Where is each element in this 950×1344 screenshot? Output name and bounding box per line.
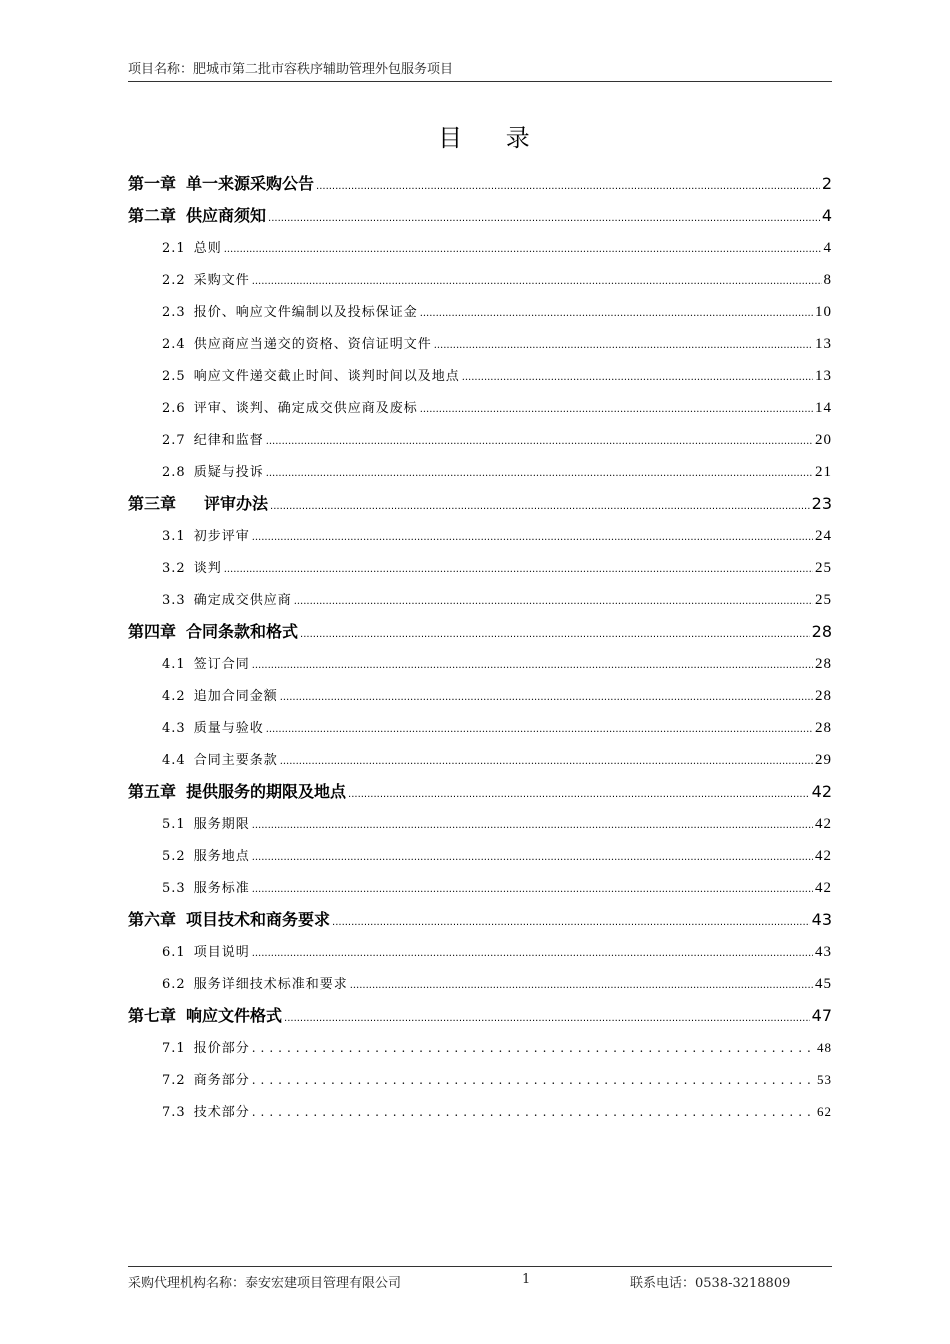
toc-entry-page: 25	[815, 560, 832, 576]
toc-entry-page: 10	[815, 304, 832, 320]
toc-entry-number: 2.4	[162, 337, 186, 352]
toc-entry-number: 3.2	[162, 561, 186, 576]
toc-entry-number: 3.3	[162, 593, 186, 608]
toc-entry-number: 2.3	[162, 305, 186, 320]
toc-entry-page: 29	[815, 752, 832, 768]
toc-leader-dots	[284, 1003, 810, 1035]
toc-section-entry[interactable]	[128, 680, 832, 712]
toc-entry-label: 供应商应当递交的资格、资信证明文件	[193, 337, 432, 352]
toc-entry-label: 总则	[193, 241, 222, 256]
toc-entry-page: 8	[823, 272, 832, 288]
toc-entry-number: 第五章	[128, 782, 177, 801]
toc-leader-dots	[300, 619, 810, 651]
toc-entry-heading	[162, 937, 250, 969]
toc-entry-heading	[128, 200, 266, 232]
toc-section-entry[interactable]	[128, 424, 832, 456]
toc-leader-dots	[266, 458, 813, 490]
toc-entry-page: 25	[815, 592, 832, 608]
toc-entry-page: 23	[811, 494, 832, 513]
toc-leader-dots	[434, 330, 813, 362]
toc-section-entry[interactable]	[128, 1096, 832, 1128]
toc-entry-heading	[162, 521, 250, 553]
toc-entry-page: 43	[811, 910, 832, 929]
toc-section-entry[interactable]	[128, 296, 832, 328]
toc-entry-heading	[162, 233, 222, 265]
toc-entry-page: 43	[815, 944, 832, 960]
toc-entry-page: 4	[823, 240, 832, 256]
toc-entry-heading	[162, 745, 278, 777]
toc-section-entry[interactable]	[128, 392, 832, 424]
toc-section-entry[interactable]	[128, 936, 832, 968]
toc-entry-page: 28	[811, 622, 832, 641]
toc-section-entry[interactable]	[128, 1032, 832, 1064]
toc-entry-heading	[128, 1000, 282, 1032]
toc-entry-heading	[162, 1033, 250, 1065]
toc-entry-number: 2.8	[162, 465, 186, 480]
toc-entry-label: 提供服务的期限及地点	[186, 782, 347, 801]
toc-section-entry[interactable]	[128, 584, 832, 616]
toc-entry-page: 28	[815, 656, 832, 672]
toc-entry-heading	[162, 841, 250, 873]
toc-entry-number: 7.2	[162, 1073, 186, 1088]
toc-entry-heading	[162, 969, 348, 1001]
toc-entry-heading	[162, 809, 250, 841]
toc-entry-label: 质疑与投诉	[193, 465, 264, 480]
toc-entry-heading	[162, 649, 250, 681]
toc-entry-heading	[128, 904, 330, 936]
toc-chapter-entry[interactable]	[128, 200, 832, 232]
toc-leader-dots	[252, 842, 813, 874]
toc-entry-label: 报价、响应文件编制以及投标保证金	[193, 305, 418, 320]
toc-entry-number: 第一章	[128, 174, 177, 193]
toc-entry-label: 采购文件	[193, 273, 250, 288]
toc-entry-heading	[162, 457, 264, 489]
toc-entry-number: 2.6	[162, 401, 186, 416]
toc-entry-number: 6.1	[162, 945, 186, 960]
toc-entry-page: 20	[815, 432, 832, 448]
toc-leader-dots	[252, 810, 813, 842]
toc-section-entry[interactable]	[128, 264, 832, 296]
toc-entry-heading	[162, 713, 264, 745]
toc-entry-heading	[128, 488, 268, 520]
toc-entry-heading	[128, 776, 346, 808]
toc-chapter-entry[interactable]	[128, 168, 832, 200]
toc-entry-number: 4.3	[162, 721, 186, 736]
toc-entry-heading	[162, 681, 278, 713]
toc-leader-dots	[270, 491, 810, 523]
toc-entry-heading	[162, 553, 222, 585]
toc-leader-dots	[268, 203, 820, 235]
toc-entry-label: 服务期限	[193, 817, 250, 832]
toc-entry-number: 6.2	[162, 977, 186, 992]
toc-entry-page: 53	[817, 1072, 832, 1087]
toc-entry-label: 服务详细技术标准和要求	[193, 977, 348, 992]
toc-entry-heading	[162, 265, 250, 297]
toc-leader-dots	[252, 650, 813, 682]
toc-entry-number: 4.4	[162, 753, 186, 768]
toc-entry-page: 42	[815, 816, 832, 832]
toc-leader-dots	[420, 298, 813, 330]
toc-entry-label: 项目说明	[193, 945, 250, 960]
toc-section-entry[interactable]	[128, 360, 832, 392]
toc-entry-label: 商务部分	[193, 1073, 250, 1088]
toc-entry-heading	[128, 168, 314, 200]
toc-entry-label: 服务地点	[193, 849, 250, 864]
toc-leader-dots	[316, 171, 820, 203]
toc-entry-label: 技术部分	[193, 1105, 250, 1120]
toc-entry-number: 4.2	[162, 689, 186, 704]
toc-entry-page: 42	[811, 782, 832, 801]
toc-section-entry[interactable]	[128, 744, 832, 776]
toc-entry-heading	[128, 616, 298, 648]
toc-entry-page: 48	[817, 1040, 832, 1055]
toc-entry-label: 项目技术和商务要求	[186, 910, 331, 929]
toc-entry-heading	[162, 425, 264, 457]
toc-entry-label: 报价部分	[193, 1041, 250, 1056]
toc-chapter-entry[interactable]	[128, 1000, 832, 1032]
toc-leader-dots	[348, 779, 810, 811]
toc-leader-dots	[350, 970, 813, 1002]
toc-leader-dots	[252, 266, 822, 298]
toc-entry-page: 24	[815, 528, 832, 544]
toc-leader-dots	[252, 522, 813, 554]
toc-entry-label: 响应文件递交截止时间、谈判时间以及地点	[193, 369, 460, 384]
toc-entry-page: 2	[821, 174, 832, 193]
table-of-contents	[128, 168, 832, 1128]
toc-entry-page: 28	[815, 688, 832, 704]
toc-entry-number: 3.1	[162, 529, 186, 544]
toc-entry-page: 62	[817, 1104, 832, 1119]
toc-chapter-entry[interactable]	[128, 904, 832, 936]
toc-entry-heading	[162, 329, 432, 361]
toc-entry-number: 7.1	[162, 1041, 186, 1056]
toc-entry-heading	[162, 1097, 250, 1129]
toc-entry-label: 评审、谈判、确定成交供应商及废标	[193, 401, 418, 416]
toc-entry-number: 第二章	[128, 206, 177, 225]
toc-entry-label: 供应商须知	[186, 206, 267, 225]
toc-entry-page: 42	[815, 848, 832, 864]
project-name: 项目名称：肥城市第二批市容秩序辅助管理外包服务项目	[128, 62, 454, 77]
toc-leader-dots	[252, 874, 813, 906]
toc-entry-label: 合同主要条款	[193, 753, 278, 768]
toc-leader-dots	[280, 746, 813, 778]
toc-entry-page: 13	[815, 368, 832, 384]
toc-entry-number: 2.7	[162, 433, 186, 448]
toc-leader-dots	[224, 234, 822, 266]
toc-section-entry[interactable]	[128, 232, 832, 264]
toc-entry-label: 单一来源采购公告	[186, 174, 315, 193]
toc-entry-page: 42	[815, 880, 832, 896]
toc-entry-heading	[162, 873, 250, 905]
toc-entry-page: 14	[815, 400, 832, 416]
page-footer	[128, 1266, 832, 1292]
toc-entry-label: 追加合同金额	[193, 689, 278, 704]
contact-phone: 联系电话：0538-3218809	[630, 1276, 791, 1291]
toc-entry-number: 2.5	[162, 369, 186, 384]
toc-section-entry[interactable]	[128, 712, 832, 744]
toc-leader-dots	[252, 1032, 815, 1064]
toc-entry-number: 4.1	[162, 657, 186, 672]
toc-chapter-entry[interactable]	[128, 488, 832, 520]
toc-entry-page: 28	[815, 720, 832, 736]
page-number: 1	[522, 1272, 531, 1287]
toc-title: 目 录	[438, 124, 548, 152]
toc-entry-label: 初步评审	[193, 529, 250, 544]
toc-section-entry[interactable]	[128, 808, 832, 840]
toc-entry-label: 签订合同	[193, 657, 250, 672]
page-header	[128, 58, 832, 82]
toc-leader-dots	[252, 1096, 815, 1128]
toc-entry-heading	[162, 297, 418, 329]
toc-entry-number: 5.3	[162, 881, 186, 896]
toc-entry-number: 第四章	[128, 622, 177, 641]
toc-leader-dots	[252, 1064, 815, 1096]
toc-entry-number: 2.1	[162, 241, 186, 256]
toc-leader-dots	[294, 586, 813, 618]
toc-entry-label: 响应文件格式	[186, 1006, 283, 1025]
toc-section-entry[interactable]	[128, 552, 832, 584]
toc-entry-label: 纪律和监督	[193, 433, 264, 448]
toc-entry-label: 谈判	[193, 561, 222, 576]
toc-entry-label: 评审办法	[204, 494, 269, 513]
toc-entry-heading	[162, 393, 418, 425]
toc-chapter-entry[interactable]	[128, 776, 832, 808]
toc-leader-dots	[224, 554, 813, 586]
toc-entry-number: 2.2	[162, 273, 186, 288]
toc-leader-dots	[420, 394, 813, 426]
toc-entry-number: 7.3	[162, 1105, 186, 1120]
agency-name: 采购代理机构名称：泰安宏建项目管理有限公司	[128, 1276, 402, 1291]
toc-entry-heading	[162, 361, 460, 393]
toc-section-entry[interactable]	[128, 520, 832, 552]
toc-entry-number: 第七章	[128, 1006, 177, 1025]
toc-leader-dots	[266, 426, 813, 458]
toc-leader-dots	[332, 907, 810, 939]
toc-section-entry[interactable]	[128, 872, 832, 904]
toc-entry-number: 5.2	[162, 849, 186, 864]
toc-entry-page: 45	[815, 976, 832, 992]
toc-entry-page: 4	[821, 206, 832, 225]
toc-entry-page: 13	[815, 336, 832, 352]
toc-entry-page: 47	[811, 1006, 832, 1025]
toc-entry-label: 合同条款和格式	[186, 622, 299, 641]
toc-chapter-entry[interactable]	[128, 616, 832, 648]
toc-entry-heading	[162, 585, 292, 617]
toc-entry-number: 第六章	[128, 910, 177, 929]
toc-leader-dots	[462, 362, 813, 394]
toc-section-entry[interactable]	[128, 648, 832, 680]
toc-leader-dots	[266, 714, 813, 746]
toc-leader-dots	[252, 938, 813, 970]
toc-section-entry[interactable]	[128, 1064, 832, 1096]
toc-section-entry[interactable]	[128, 328, 832, 360]
toc-section-entry[interactable]	[128, 968, 832, 1000]
toc-entry-label: 确定成交供应商	[193, 593, 292, 608]
toc-entry-number: 5.1	[162, 817, 186, 832]
toc-entry-label: 服务标准	[193, 881, 250, 896]
toc-section-entry[interactable]	[128, 840, 832, 872]
toc-entry-heading	[162, 1065, 250, 1097]
toc-leader-dots	[280, 682, 813, 714]
toc-entry-label: 质量与验收	[193, 721, 264, 736]
toc-section-entry[interactable]	[128, 456, 832, 488]
toc-entry-number: 第三章	[128, 494, 177, 513]
toc-entry-page: 21	[815, 464, 832, 480]
